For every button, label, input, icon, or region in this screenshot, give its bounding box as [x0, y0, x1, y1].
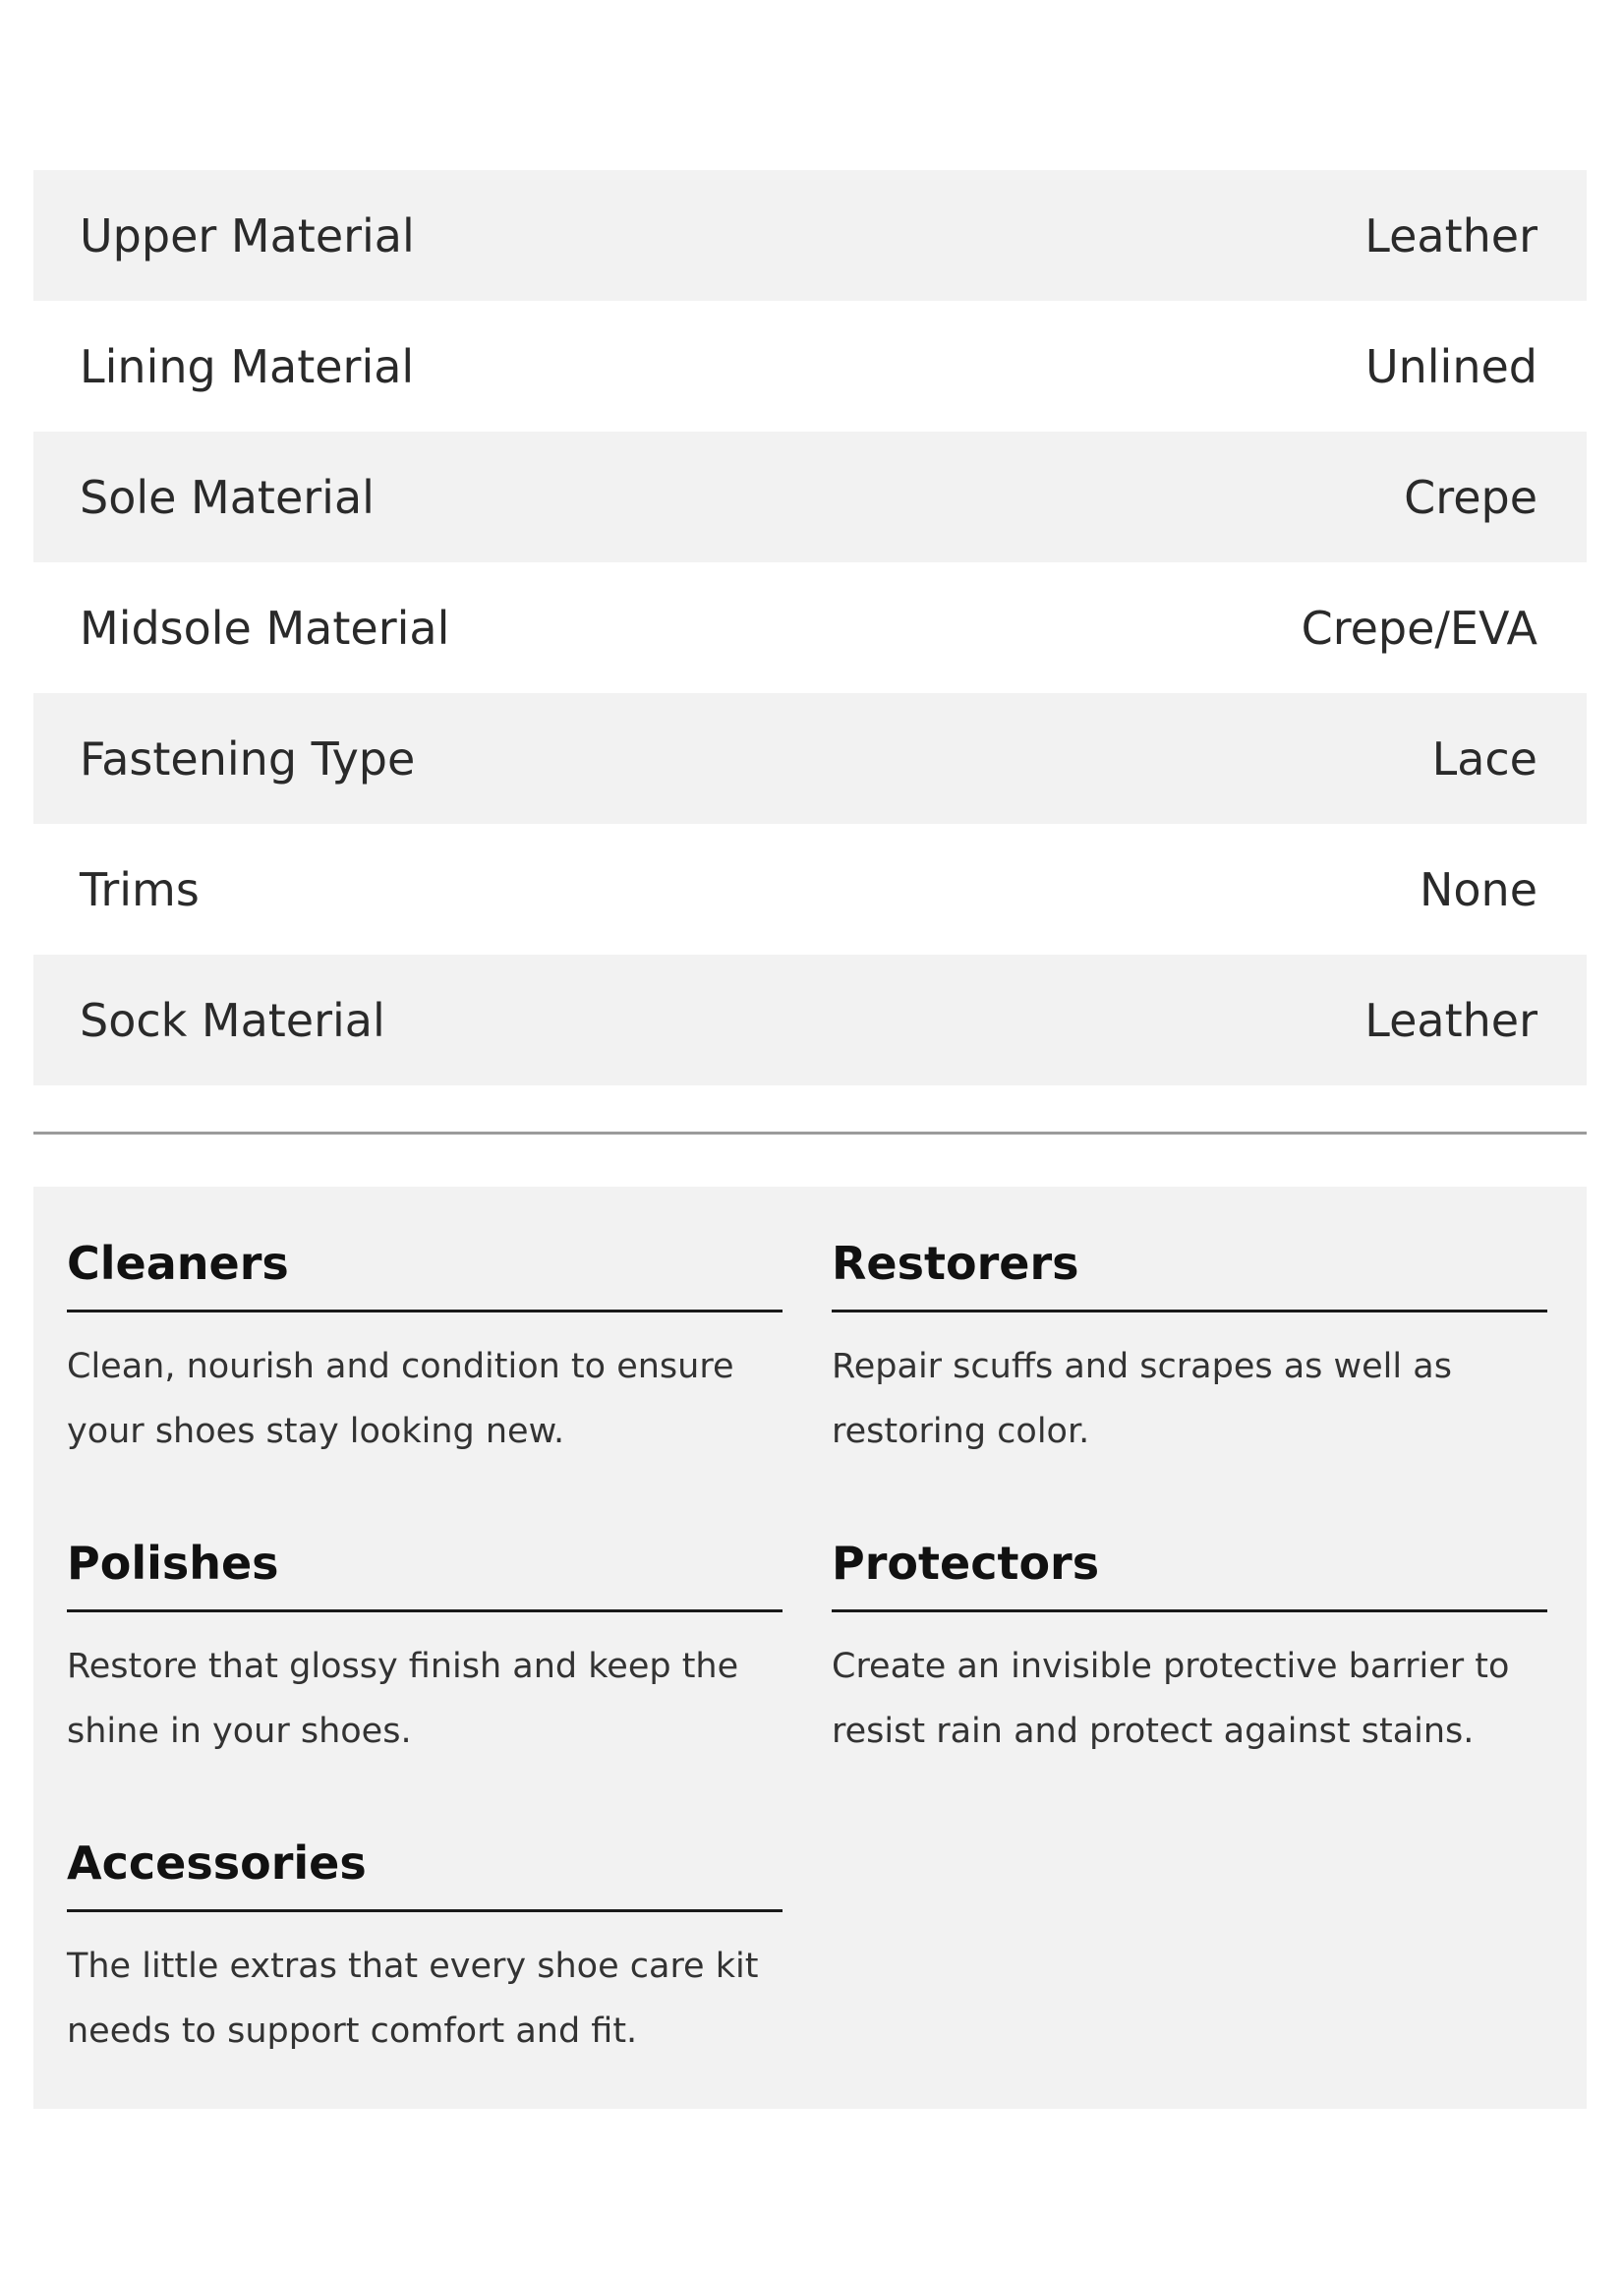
care-description: Restore that glossy finish and keep the shine in your shoes.: [67, 1647, 739, 1751]
care-title[interactable]: Accessories: [67, 1831, 783, 1912]
spec-value: Leather: [1364, 208, 1537, 262]
care-description: Clean, nourish and condition to ensure your shoes stay looking new.: [67, 1347, 734, 1451]
spec-label: Lining Material: [80, 339, 415, 393]
section-divider: [33, 1132, 1587, 1135]
spec-label: Fastening Type: [80, 731, 416, 786]
shoe-care-panel: [33, 1187, 1587, 2109]
care-title[interactable]: Cleaners: [67, 1231, 783, 1312]
care-title[interactable]: Polishes: [67, 1531, 783, 1612]
spec-label: Upper Material: [80, 208, 415, 262]
spec-row-sole-material: [33, 432, 1587, 562]
spec-value: Crepe: [1404, 470, 1537, 524]
spec-row-upper-material: [33, 170, 1587, 301]
spec-label: Trims: [80, 862, 200, 916]
product-specs-table: [33, 170, 1587, 1085]
spec-label: Midsole Material: [80, 601, 450, 655]
spec-row-fastening-type: [33, 693, 1587, 824]
care-category-protectors[interactable]: [832, 1531, 1547, 1764]
care-category-polishes[interactable]: [67, 1531, 783, 1764]
care-category-cleaners[interactable]: [67, 1231, 783, 1464]
spec-label: Sock Material: [80, 993, 385, 1047]
spec-row-sock-material: [33, 955, 1587, 1085]
spec-value: None: [1419, 862, 1537, 916]
spec-value: Leather: [1364, 993, 1537, 1047]
care-category-restorers[interactable]: [832, 1231, 1547, 1464]
care-description: The little extras that every shoe care kit needs to support comfort and fit.: [67, 1947, 759, 2051]
spec-label: Sole Material: [80, 470, 375, 524]
spec-value: Unlined: [1364, 339, 1537, 393]
care-title[interactable]: Restorers: [832, 1231, 1547, 1312]
spec-row-lining-material: [33, 301, 1587, 432]
care-title[interactable]: Protectors: [832, 1531, 1547, 1612]
care-description: Create an invisible protective barrier to resist rain and protect against stains.: [832, 1647, 1510, 1751]
care-category-accessories[interactable]: [67, 1831, 783, 2064]
care-description: Repair scuffs and scrapes as well as restoring color.: [832, 1347, 1452, 1451]
spec-row-trims: [33, 824, 1587, 955]
spec-value: Lace: [1431, 731, 1537, 786]
spec-value: Crepe/EVA: [1301, 601, 1537, 655]
spec-row-midsole-material: [33, 562, 1587, 693]
